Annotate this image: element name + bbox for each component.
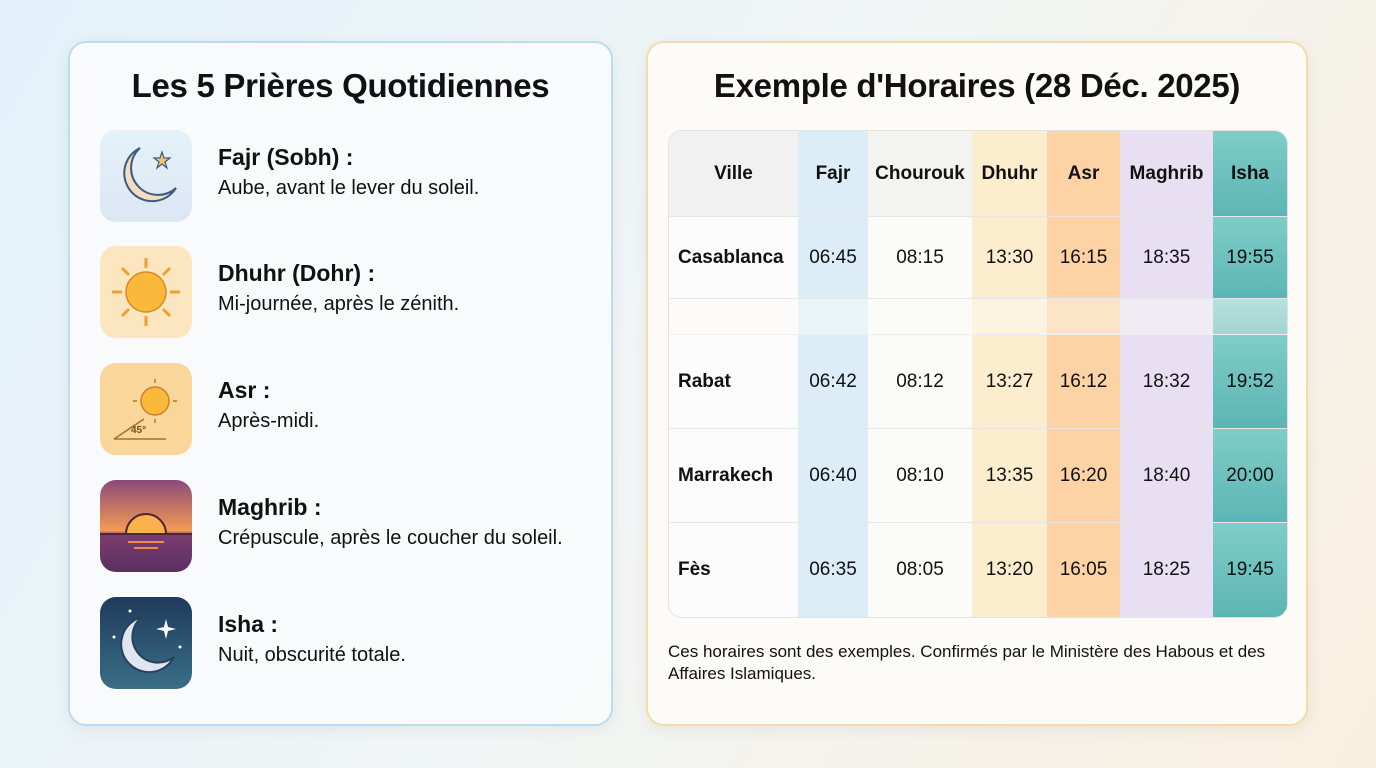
prayer-item-isha xyxy=(100,597,578,689)
time-cell: 19:52 xyxy=(1213,335,1287,429)
time-cell: 16:12 xyxy=(1047,335,1120,429)
disclaimer-note: Ces horaires sont des exemples. Confirmés par le Ministère des Habous et des Affaires Islamiques. xyxy=(668,642,1266,683)
column-header: Chourouk xyxy=(868,131,972,217)
table-header-row xyxy=(669,131,1287,217)
sunset-icon xyxy=(100,480,192,572)
time-cell: 06:42 xyxy=(798,335,868,429)
column-header: Ville xyxy=(669,131,798,217)
prayer-name: Fajr (Sobh) : xyxy=(218,144,354,170)
prayer-desc: Aube, avant le lever du soleil. xyxy=(218,177,480,199)
time-cell: 18:25 xyxy=(1120,523,1213,617)
prayer-desc: Après-midi. xyxy=(218,410,320,432)
time-cell: 13:20 xyxy=(972,523,1047,617)
prayer-item-asr xyxy=(100,363,578,455)
schedule-title: Exemple d'Horaires (28 Déc. 2025) xyxy=(713,67,1241,104)
prayer-desc: Mi-journée, après le zénith. xyxy=(218,293,460,315)
column-header: Isha xyxy=(1213,131,1287,217)
prayer-times-table xyxy=(668,130,1288,618)
time-cell: 13:30 xyxy=(972,217,1047,299)
column-header: Dhuhr xyxy=(972,131,1047,217)
table-row xyxy=(669,429,1287,523)
time-cell: 20:00 xyxy=(1213,429,1287,523)
time-cell: 18:35 xyxy=(1120,217,1213,299)
time-cell: 18:32 xyxy=(1120,335,1213,429)
city-cell: Rabat xyxy=(669,335,798,429)
column-header: Asr xyxy=(1047,131,1120,217)
time-cell: 16:05 xyxy=(1047,523,1120,617)
prayer-desc: Crépuscule, après le coucher du soleil. xyxy=(218,527,563,549)
time-cell: 06:35 xyxy=(798,523,868,617)
prayer-name: Maghrib : xyxy=(218,494,322,520)
column-header: Fajr xyxy=(798,131,868,217)
prayer-item-dhuhr xyxy=(100,246,578,338)
angle-label: 45° xyxy=(131,425,147,436)
time-cell: 13:35 xyxy=(972,429,1047,523)
time-cell: 08:12 xyxy=(868,335,972,429)
prayer-item-fajr xyxy=(100,130,578,222)
time-cell: 08:05 xyxy=(868,523,972,617)
time-cell: 19:55 xyxy=(1213,217,1287,299)
prayer-name: Isha : xyxy=(218,611,279,637)
schedule-card xyxy=(646,41,1308,726)
table-row xyxy=(669,217,1287,299)
time-cell: 16:15 xyxy=(1047,217,1120,299)
prayer-desc: Nuit, obscurité totale. xyxy=(218,644,406,666)
time-cell: 08:15 xyxy=(868,217,972,299)
time-cell: 08:10 xyxy=(868,429,972,523)
sun-icon xyxy=(100,246,192,338)
prayer-item-maghrib xyxy=(100,480,578,572)
table-row xyxy=(669,335,1287,429)
city-cell: Casablanca xyxy=(669,217,798,299)
spacer-row xyxy=(669,299,1287,335)
prayer-name: Dhuhr (Dohr) : xyxy=(218,260,376,286)
time-cell: 13:27 xyxy=(972,335,1047,429)
table-row xyxy=(669,523,1287,617)
time-cell: 06:45 xyxy=(798,217,868,299)
prayers-card xyxy=(68,41,613,726)
time-cell: 18:40 xyxy=(1120,429,1213,523)
night-moon-icon xyxy=(100,597,192,689)
time-cell: 16:20 xyxy=(1047,429,1120,523)
city-cell: Fès xyxy=(669,523,798,617)
prayers-title: Les 5 Prières Quotidiennes xyxy=(131,67,550,104)
sun-angle-icon xyxy=(100,363,192,455)
time-cell: 06:40 xyxy=(798,429,868,523)
prayer-name: Asr : xyxy=(218,377,271,403)
column-header: Maghrib xyxy=(1120,131,1213,217)
crescent-star-icon xyxy=(100,130,192,222)
city-cell: Marrakech xyxy=(669,429,798,523)
time-cell: 19:45 xyxy=(1213,523,1287,617)
